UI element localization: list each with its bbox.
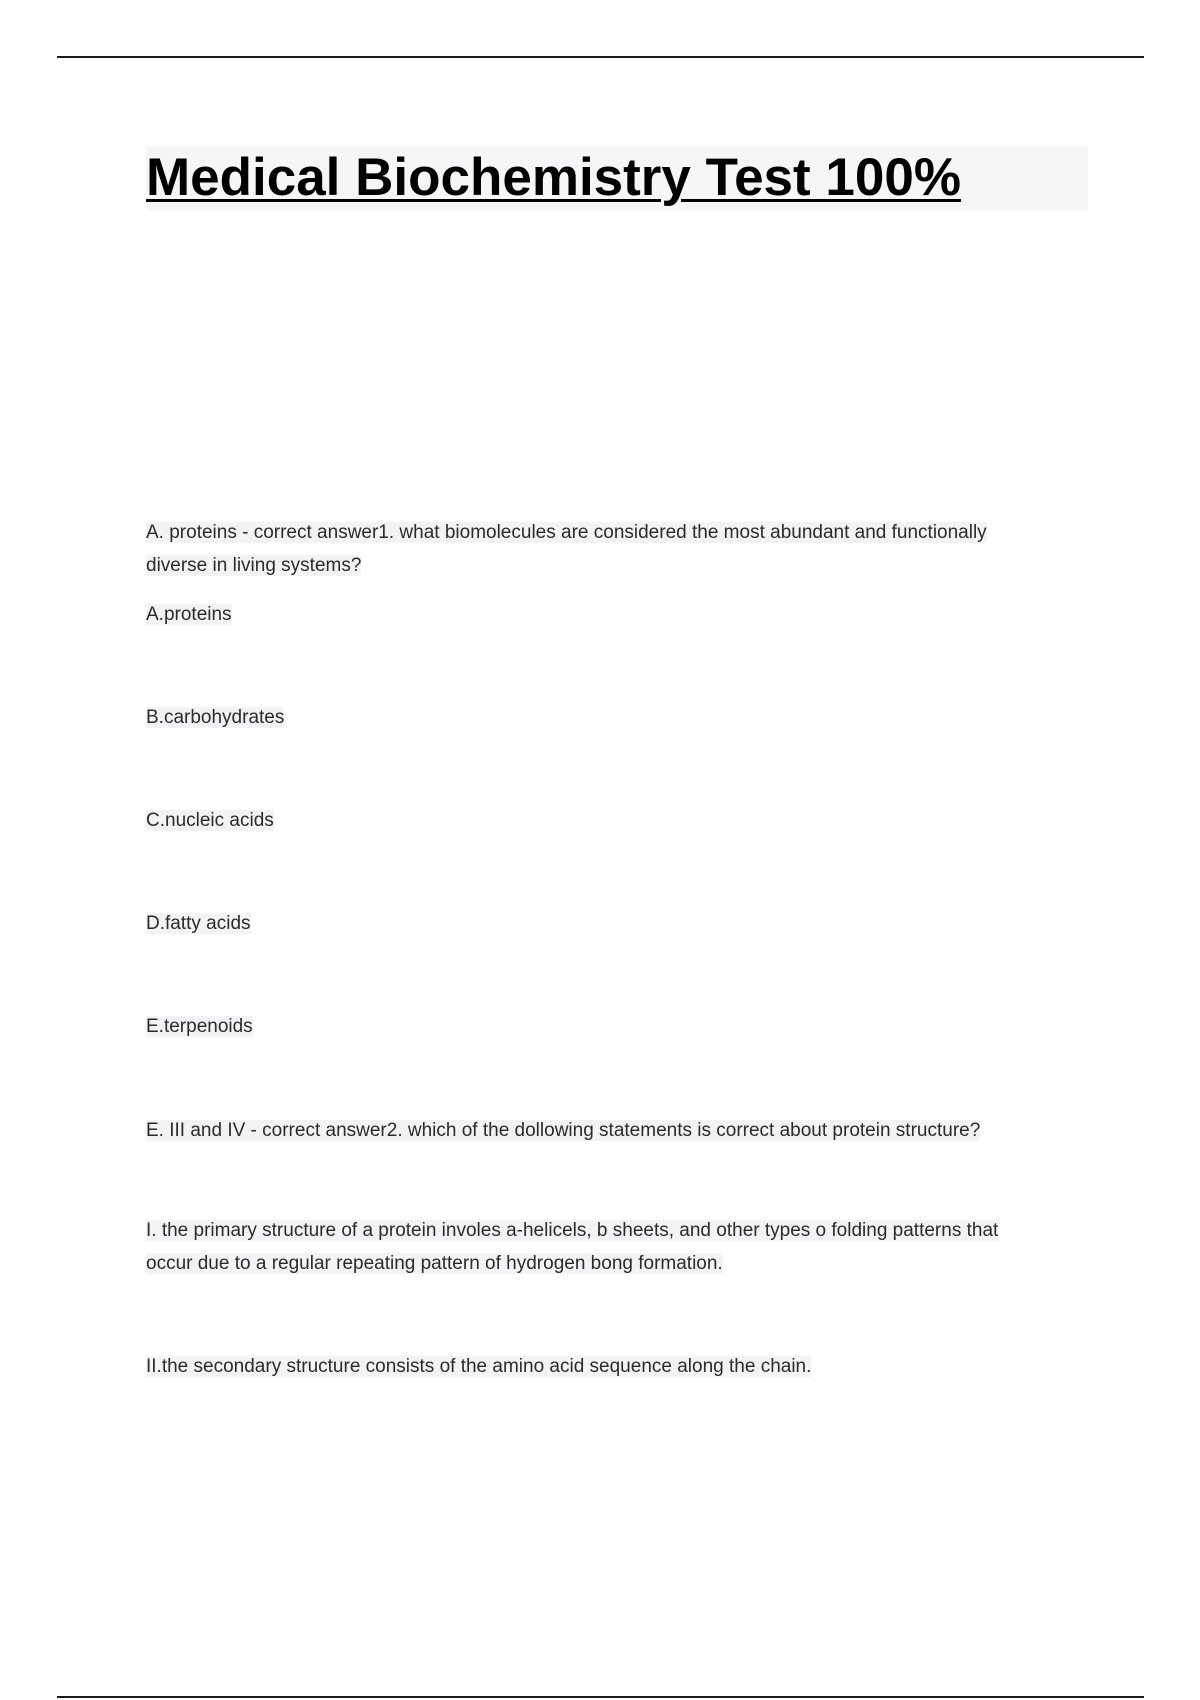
top-rule bbox=[57, 56, 1144, 58]
statement-1-line-2: occur due to a regular repeating pattern of hydrogen bong formation. bbox=[146, 1253, 723, 1274]
question-1-option-b bbox=[146, 701, 1076, 734]
option-d-label: D.fatty acids bbox=[146, 913, 251, 934]
question-1-stem-line-2: diverse in living systems? bbox=[146, 555, 362, 576]
page-title: Medical Biochemistry Test 100% bbox=[146, 148, 961, 207]
question-1-option-d bbox=[146, 907, 1076, 940]
question-1-stem bbox=[146, 516, 1076, 582]
statement-2-text: II.the secondary structure consists of the amino acid sequence along the chain. bbox=[146, 1356, 812, 1377]
option-e-label: E.terpenoids bbox=[146, 1016, 253, 1037]
statement-1-line-1: I. the primary structure of a protein involes a-helicels, b sheets, and other types o folding patterns that bbox=[146, 1220, 999, 1241]
question-1-option-a bbox=[146, 598, 1076, 631]
question-1-stem-line-1: A. proteins - correct answer1. what biomolecules are considered the most abundant and functionally bbox=[146, 522, 987, 543]
question-1-option-c bbox=[146, 804, 1076, 837]
question-2-statement-1 bbox=[146, 1214, 1076, 1280]
question-2-stem bbox=[146, 1114, 1076, 1147]
question-2-stem-text: E. III and IV - correct answer2. which of the dollowing statements is correct about protein structure? bbox=[146, 1120, 981, 1141]
option-c-label: C.nucleic acids bbox=[146, 810, 274, 831]
option-b-label: B.carbohydrates bbox=[146, 707, 285, 728]
bottom-rule bbox=[57, 1696, 1144, 1698]
option-a-label: A.proteins bbox=[146, 604, 232, 625]
question-2-statement-2 bbox=[146, 1350, 1076, 1383]
question-1-option-e bbox=[146, 1010, 1076, 1043]
